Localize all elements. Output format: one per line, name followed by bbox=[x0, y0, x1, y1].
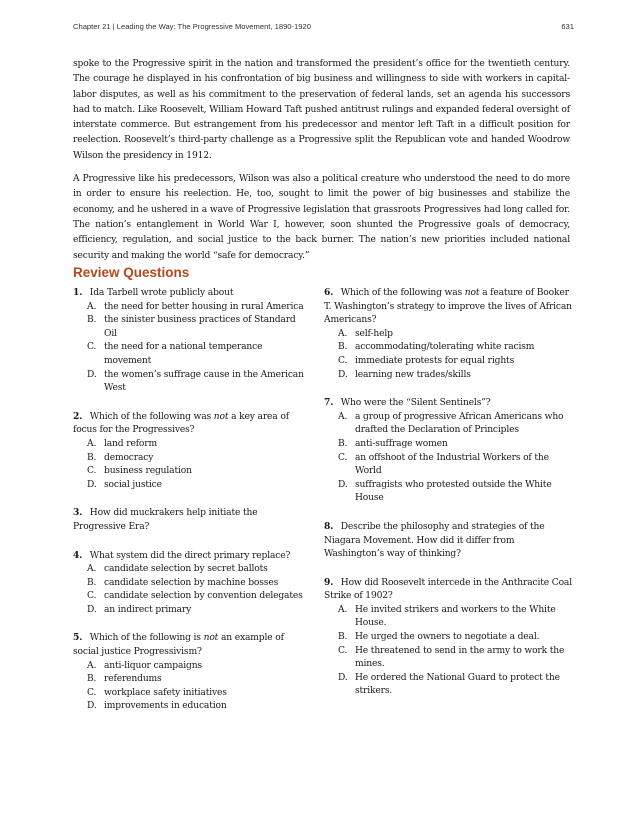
answer-option bbox=[73, 341, 305, 368]
question-text: Who were the “Silent Sentinels”? bbox=[340, 398, 491, 409]
answer-option bbox=[324, 479, 574, 506]
option-text: He ordered the National Guard to protect the strikers. bbox=[355, 672, 560, 697]
option-text: social justice bbox=[104, 479, 162, 490]
answer-option bbox=[73, 301, 305, 315]
review-question bbox=[324, 520, 574, 562]
question-number: 1. bbox=[73, 287, 83, 298]
answer-option bbox=[73, 369, 305, 396]
answer-option bbox=[324, 672, 574, 699]
option-text: referendums bbox=[104, 674, 162, 685]
question-stem bbox=[73, 549, 305, 564]
answer-option bbox=[324, 645, 574, 672]
answer-option bbox=[324, 411, 574, 438]
answer-options bbox=[73, 301, 305, 396]
option-letter: B. bbox=[338, 632, 348, 643]
option-text: an offshoot of the Industrial Workers of the World bbox=[355, 452, 549, 477]
answer-options bbox=[324, 411, 574, 506]
question-text-continued: a feature of Booker T. Washington’s strategy to improve the lives of African Americans? bbox=[324, 288, 572, 326]
option-letter: A. bbox=[338, 604, 348, 615]
option-text: learning new trades/skills bbox=[355, 369, 471, 380]
question-text: What system did the direct primary replace? bbox=[89, 550, 291, 561]
review-question bbox=[73, 286, 305, 396]
option-text: an indirect primary bbox=[104, 604, 192, 615]
option-letter: C. bbox=[338, 452, 348, 463]
question-stem bbox=[73, 631, 305, 659]
question-text: Describe the philosophy and strategies of the Niagara Movement. How did it differ from Washington’s way of thinking? bbox=[324, 521, 545, 560]
option-letter: B. bbox=[338, 342, 348, 353]
questions-column-left bbox=[73, 286, 305, 728]
question-emphasis: not bbox=[464, 288, 480, 298]
option-text: immediate protests for equal rights bbox=[355, 355, 515, 366]
question-number: 3. bbox=[73, 507, 83, 519]
review-question bbox=[73, 506, 305, 534]
option-text: democracy bbox=[104, 452, 154, 463]
option-text: workplace safety initiatives bbox=[104, 687, 227, 698]
option-letter: D. bbox=[338, 369, 348, 380]
option-letter: A. bbox=[87, 301, 97, 312]
answer-option bbox=[73, 452, 305, 466]
question-number: 7. bbox=[324, 397, 334, 409]
option-letter: D. bbox=[87, 604, 97, 615]
option-text: the need for better housing in rural America bbox=[104, 301, 304, 312]
answer-options bbox=[324, 604, 574, 699]
option-text: suffragists who protested outside the White House bbox=[355, 479, 552, 504]
answer-option bbox=[324, 604, 574, 631]
option-letter: D. bbox=[87, 479, 97, 490]
question-text: Which of the following is bbox=[89, 633, 204, 644]
option-letter: B. bbox=[87, 674, 97, 685]
answer-option bbox=[73, 700, 305, 714]
option-text: anti-suffrage women bbox=[355, 438, 448, 449]
paragraph: spoke to the Progressive spirit in the nation and transformed the president’s office for the twentieth century. The courage he displayed in his confrontation of big business and willingness to side with workers in capital-labor disputes, as well as his commitment to the preservation of federal lands, set an agenda his successors had to match. Like Roosevelt, William Howard Taft pushed antitrust rulings and expanded federal oversight of interstate commerce. But estrangement from his predecessor and mentor left Taft in a difficult position for reelection. Roosevelt’s third-party challenge as a Progressive split the Republican vote and handed Woodrow Wilson the presidency in 1912. bbox=[73, 59, 570, 161]
option-letter: B. bbox=[87, 452, 97, 463]
answer-option bbox=[73, 687, 305, 701]
answer-option bbox=[324, 631, 574, 645]
answer-option bbox=[73, 577, 305, 591]
question-number: 2. bbox=[73, 410, 83, 422]
option-letter: C. bbox=[87, 466, 97, 477]
answer-option bbox=[73, 438, 305, 452]
option-text: He invited strikers and workers to the White House. bbox=[355, 604, 556, 629]
option-letter: A. bbox=[87, 438, 97, 449]
question-stem bbox=[73, 286, 305, 301]
option-text: the women’s suffrage cause in the American West bbox=[104, 369, 304, 394]
question-emphasis: not bbox=[213, 411, 229, 422]
option-text: the sinister business practices of Standard Oil bbox=[104, 315, 296, 339]
answer-option bbox=[73, 479, 305, 493]
answer-option bbox=[73, 314, 305, 341]
review-question bbox=[324, 286, 574, 382]
answer-option bbox=[324, 328, 574, 342]
option-letter: A. bbox=[338, 411, 348, 422]
question-stem bbox=[324, 520, 574, 562]
option-letter: C. bbox=[87, 591, 97, 602]
running-header bbox=[73, 22, 574, 31]
answer-options bbox=[73, 438, 305, 492]
option-letter: C. bbox=[87, 342, 97, 353]
option-letter: C. bbox=[338, 645, 348, 656]
answer-option bbox=[73, 563, 305, 577]
option-text: accommodating/tolerating white racism bbox=[355, 342, 535, 353]
option-text: the need for a national temperance movement bbox=[104, 342, 263, 366]
question-text: Ida Tarbell wrote publicly about bbox=[89, 288, 234, 298]
option-letter: B. bbox=[87, 315, 97, 326]
review-question bbox=[324, 396, 574, 506]
option-letter: C. bbox=[338, 355, 348, 366]
option-letter: B. bbox=[87, 577, 97, 588]
option-letter: A. bbox=[338, 328, 348, 339]
review-question bbox=[73, 549, 305, 618]
answer-option bbox=[73, 604, 305, 618]
answer-option bbox=[73, 673, 305, 687]
option-letter: B. bbox=[338, 438, 348, 449]
review-questions-heading: Review Questions bbox=[73, 265, 190, 280]
question-text: Which of the following was bbox=[340, 288, 465, 298]
answer-option bbox=[324, 341, 574, 355]
questions-column-right bbox=[324, 286, 574, 713]
question-stem bbox=[73, 410, 305, 438]
review-question bbox=[73, 410, 305, 493]
question-stem bbox=[324, 396, 574, 411]
question-number: 9. bbox=[324, 576, 334, 588]
question-stem bbox=[324, 576, 574, 604]
review-question bbox=[73, 631, 305, 714]
page-number: 631 bbox=[561, 22, 574, 31]
question-text-continued: a key area of focus for the Progressives? bbox=[73, 411, 289, 436]
chapter-label: Chapter 21 | Leading the Way: The Progressive Movement, 1890-1920 bbox=[73, 22, 311, 31]
answer-option bbox=[324, 355, 574, 369]
option-text: land reform bbox=[104, 438, 157, 449]
question-number: 5. bbox=[73, 632, 83, 644]
question-emphasis: not bbox=[203, 633, 219, 644]
option-text: a group of progressive African Americans who drafted the Declaration of Principles bbox=[355, 411, 564, 436]
question-number: 4. bbox=[73, 549, 83, 561]
question-stem bbox=[324, 286, 574, 328]
answer-option bbox=[324, 438, 574, 452]
option-text: business regulation bbox=[104, 466, 192, 477]
answer-option bbox=[73, 660, 305, 674]
option-text: candidate selection by machine bosses bbox=[104, 577, 279, 588]
answer-options bbox=[73, 563, 305, 617]
option-text: candidate selection by convention delegates bbox=[104, 591, 303, 602]
review-question bbox=[324, 576, 574, 699]
option-letter: A. bbox=[87, 564, 97, 575]
option-text: He threatened to send in the army to work the mines. bbox=[355, 645, 565, 670]
question-number: 6. bbox=[324, 287, 334, 298]
body-text bbox=[73, 57, 570, 272]
option-letter: D. bbox=[87, 369, 97, 380]
option-letter: D. bbox=[87, 701, 97, 712]
option-letter: D. bbox=[338, 672, 348, 683]
option-text: self-help bbox=[355, 328, 393, 339]
option-text: improvements in education bbox=[104, 701, 227, 712]
option-letter: A. bbox=[87, 660, 97, 671]
option-letter: D. bbox=[338, 479, 348, 490]
question-text-continued: an example of social justice Progressivism? bbox=[73, 633, 284, 658]
answer-options bbox=[73, 660, 305, 714]
option-text: anti-liquor campaigns bbox=[104, 660, 202, 671]
paragraph: A Progressive like his predecessors, Wilson was also a political creature who understood the need to do more in order to ensure his reelection. He, too, sought to limit the power of big businesses and stabilize the economy, and he ushered in a wave of Progressive legislation that grassroots Progressives had long called for. The nation’s entanglement in World War I, however, soon shunted the Progressive goals of democracy, efficiency, regulation, and social justice to the back burner. The nation’s new priorities included national security and making the world “safe for democracy.” bbox=[73, 174, 570, 261]
answer-option bbox=[324, 369, 574, 383]
option-letter: C. bbox=[87, 687, 97, 698]
question-stem bbox=[73, 506, 305, 534]
answer-options bbox=[324, 328, 574, 382]
question-number: 8. bbox=[324, 520, 334, 532]
question-text: Which of the following was bbox=[89, 411, 214, 422]
answer-option bbox=[73, 465, 305, 479]
option-text: He urged the owners to negotiate a deal. bbox=[355, 632, 540, 643]
answer-option bbox=[324, 452, 574, 479]
question-text: How did Roosevelt intercede in the Anthracite Coal Strike of 1902? bbox=[324, 577, 572, 602]
answer-option bbox=[73, 590, 305, 604]
question-text: How did muckrakers help initiate the Progressive Era? bbox=[73, 508, 258, 532]
option-text: candidate selection by secret ballots bbox=[104, 564, 268, 575]
